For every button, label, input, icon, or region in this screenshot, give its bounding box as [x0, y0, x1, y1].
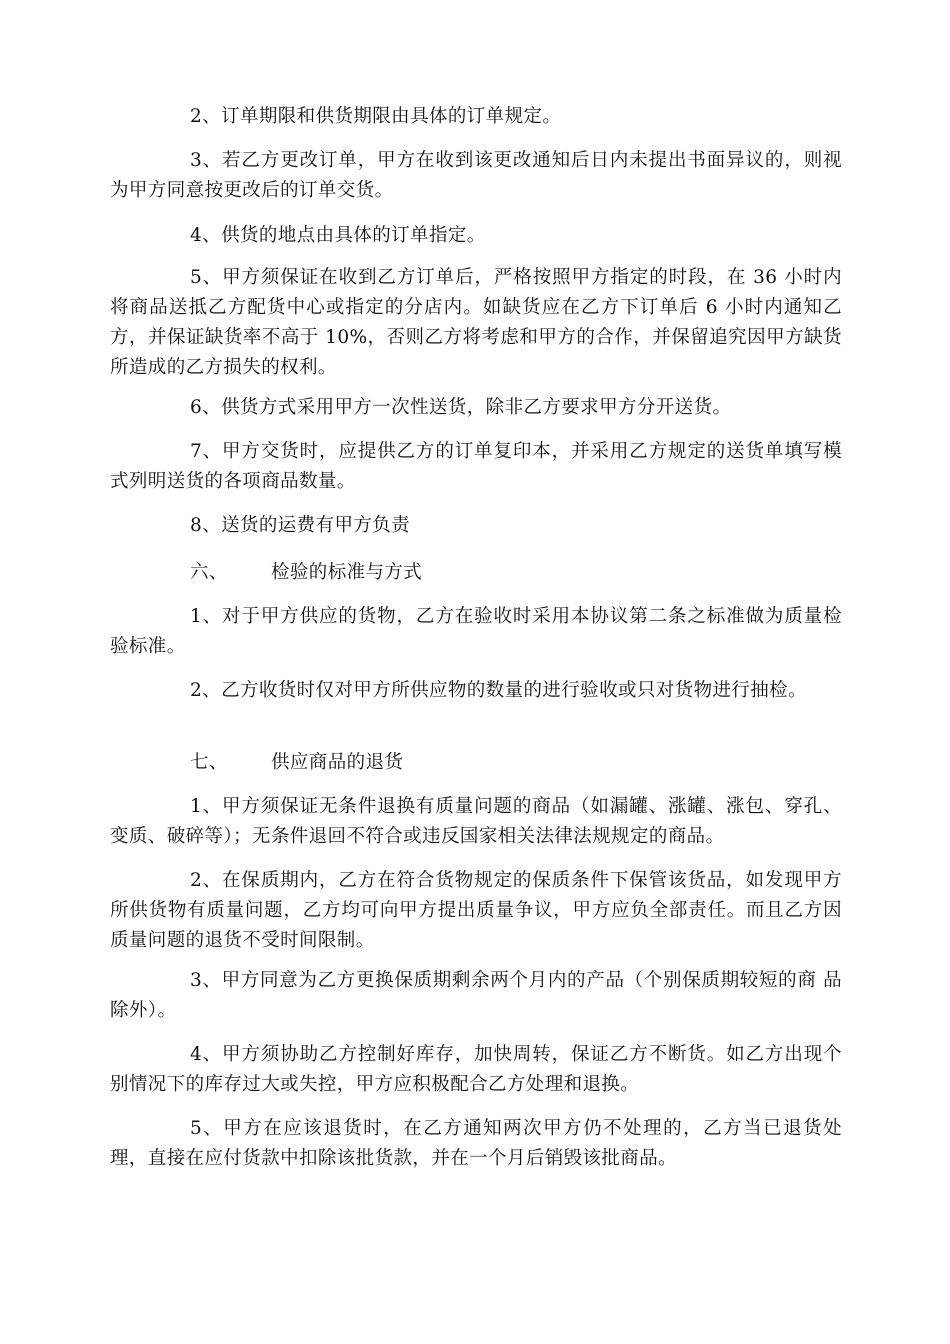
paragraph-inspection-standard: 1、对于甲方供应的货物，乙方在验收时采用本协议第二条之标准做为质量检验标准。: [110, 606, 842, 657]
paragraph-delivery-location: 4、供货的地点由具体的订单指定。: [190, 225, 486, 246]
paragraph-delivery-method: 6、供货方式采用甲方一次性送货，除非乙方要求甲方分开送货。: [190, 397, 732, 418]
paragraph-inspection-method: 2、乙方收货时仅对甲方所供应物的数量的进行验收或只对货物进行抽检。: [190, 680, 807, 701]
section-heading-returns: [190, 748, 403, 778]
paragraph-inventory: 4、甲方须协助乙方控制好库存，加快周转，保证乙方不断货。如乙方出现个别情况下的库存过大或失控，甲方应积极配合乙方处理和退换。: [110, 1044, 842, 1095]
paragraph-order-change: 3、若乙方更改订单，甲方在收到该更改通知后日内未提出书面异议的，则视为甲方同意按更改后的订单交货。: [110, 150, 842, 201]
paragraph-order-term: 2、订单期限和供货期限由具体的订单规定。: [190, 106, 562, 127]
paragraph-return-replace: 3、甲方同意为乙方更换保质期剩余两个月内的产品（个别保质期较短的商 品除外）。: [110, 970, 842, 1021]
paragraph-delivery-documents: 7、甲方交货时，应提供乙方的订单复印本，并采用乙方规定的送货单填写模式列明送货的各项商品数量。: [110, 441, 842, 492]
section-title: 检验的标准与方式: [271, 562, 423, 583]
paragraph-freight: 8、送货的运费有甲方负责: [190, 515, 411, 536]
paragraph-return-shelf-life: 2、在保质期内，乙方在符合货物规定的保质条件下保管该货品，如发现甲方所供货物有质量问题，乙方均可向甲方提出质量争议，甲方应负全部责任。而且乙方因质量问题的退货不受时间限制。: [110, 870, 842, 951]
section-title: 供应商品的退货: [271, 752, 404, 773]
paragraph-return-quality: 1、甲方须保证无条件退换有质量问题的商品（如漏罐、涨罐、涨包、穿孔、变质、破碎等）；无条件退回不符合或违反国家相关法律法规规定的商品。: [110, 796, 842, 847]
paragraph-return-deduction: 5、甲方在应该退货时，在乙方通知两次甲方仍不处理的，乙方当已退货处理，直接在应付货款中扣除该批货款，并在一个月后销毁该批商品。: [110, 1118, 842, 1169]
paragraph-delivery-time: 5、甲方须保证在收到乙方订单后，严格按照甲方指定的时段，在 36 小时内将商品送抵乙方配货中心或指定的分店内。如缺货应在乙方下订单后 6 小时内通知乙方，并保证缺货率不高于 10%，否则乙方将考虑和甲方的合作，并保留追究因甲方缺货所造成的乙方损失的权利。: [110, 267, 842, 378]
section-heading-inspection: [190, 558, 422, 588]
section-number: 七、: [190, 752, 228, 773]
section-number: 六、: [190, 562, 228, 583]
